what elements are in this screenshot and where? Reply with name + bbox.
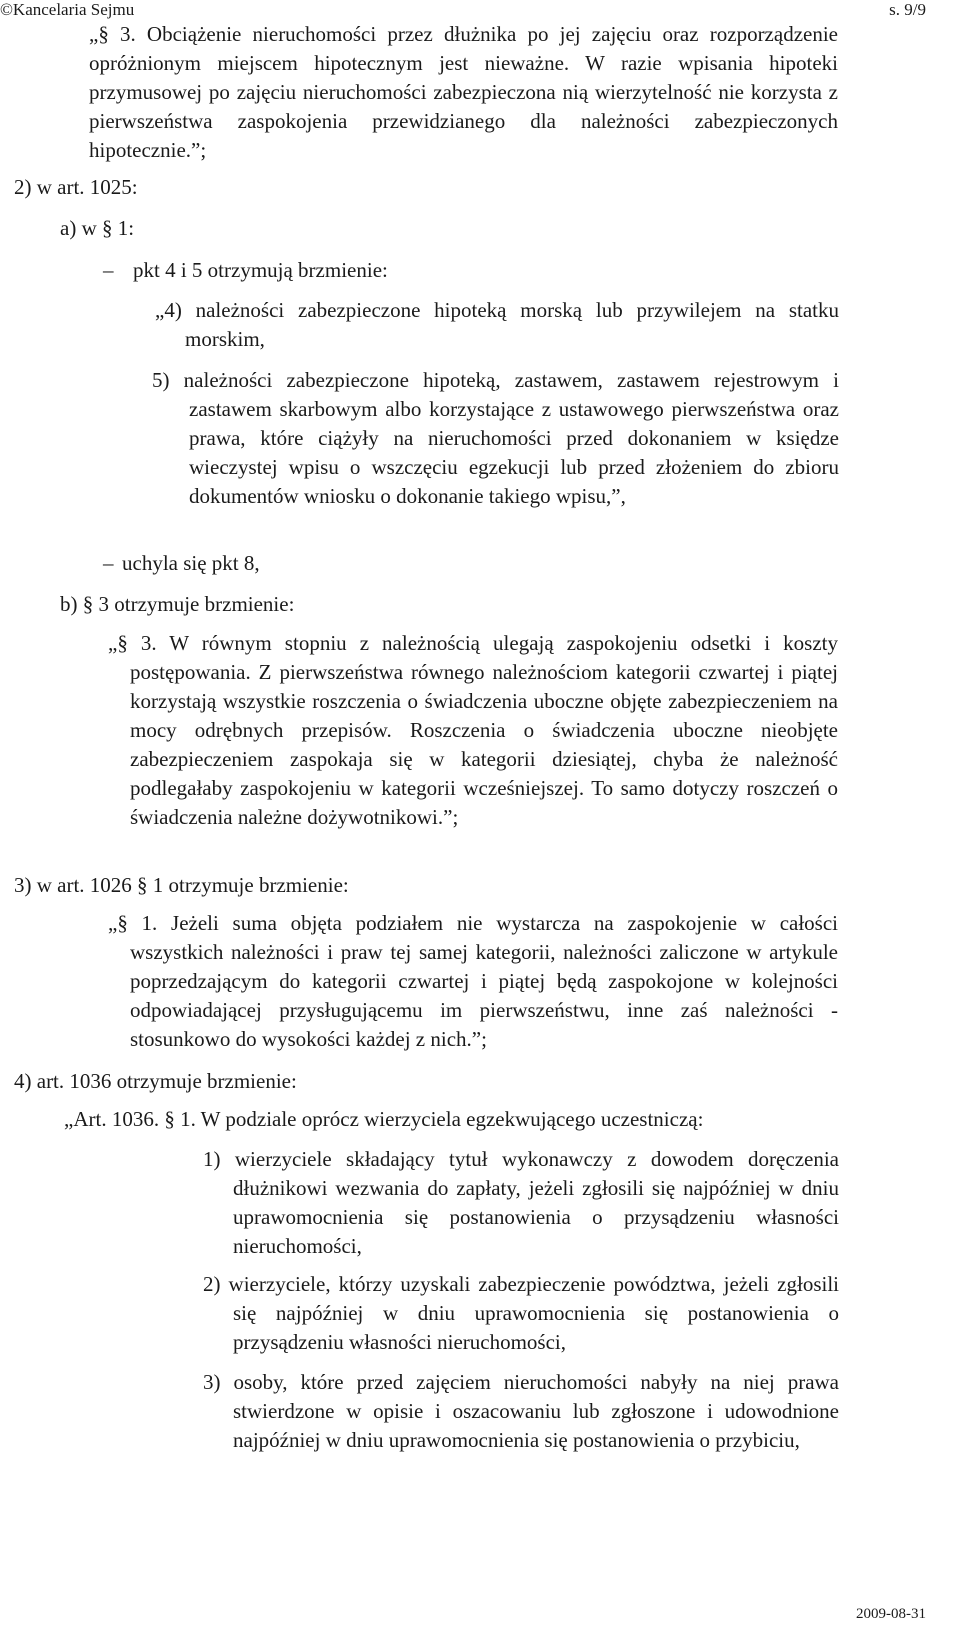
paragraph-par3-1025: „§ 3. W równym stopniu z należnością ulegają zaspokojeniu odsetki i koszty postępowania. Z pierwszeństwa równego należnościom kategorii czwartej i piątej korzystają wszystkie roszczenia o świadczenia uboczne objęte zabezpieczeniem na mocy odrębnych przepisów. Roszczenia o świadczenia uboczne nieobjęte zabezpieczeniem zaspokaja się w kategorii dziesiątej, chyba że należność podlegałaby zaspokojeniu w kategorii wcześniejszej. To samo dotyczy roszczeń o świadczenia należne dożywotnikowi.”; (108, 631, 838, 829)
footer-date: 2009-08-31 (856, 1606, 926, 1622)
paragraph-par3-1024: „§ 3. Obciążenie nieruchomości przez dłużnika po jej zajęciu oraz rozporządzenie opróżnionym miejscem hipotecznym jest nieważne. W razie wpisania hipoteki przymusowej po zajęciu nieruchomości zabezpieczona nią wierzytelność nie korzysta z pierwszeństwa zaspokojenia przewidzianego dla należności zabezpieczonych hipotecznie.”; (89, 22, 838, 162)
paragraph-art-1026: „§ 1. Jeżeli suma objęta podziałem nie wystarcza na zaspokojenie w całości wszystkich należności i praw tej samej kategorii, należności zaliczone w artykule poprzedzającym do kategorii czwartej i piątej będą zaspokojone w kolejności odpowiadającej przysługującemu im pierwszeństwu, inne zaś należności - stosunkowo do wysokości każdej z nich.”; (108, 911, 838, 1051)
dash-item-pkt-8: uchyla się pkt 8, (122, 551, 260, 575)
item-3: 3) w art. 1026 § 1 otrzymuje brzmienie: (14, 873, 349, 897)
item-4: 4) art. 1036 otrzymuje brzmienie: (14, 1069, 297, 1093)
header-copyright: ©Kancelaria Sejmu (0, 0, 135, 19)
sub-item-2: 2) wierzyciele, którzy uzyskali zabezpieczenie powództwa, jeżeli zgłosili się najpóźniej w dniu uprawomocnienia się postanowienia o przysądzeniu własności nieruchomości, (203, 1272, 839, 1354)
item-2a: a) w § 1: (60, 216, 135, 240)
dash-marker: – (103, 258, 114, 282)
paragraph-art-1036: „Art. 1036. § 1. W podziale oprócz wierzyciela egzekwującego uczestniczą: (64, 1107, 704, 1131)
dash-marker: – (103, 551, 114, 575)
paragraph-pkt-5: 5) należności zabezpieczone hipoteką, zastawem, zastawem rejestrowym i zastawem skarbowym albo korzystające z ustawowego pierwszeństwa oraz prawa, które ciążyły na nieruchomości przed dokonaniem w księdze wieczystej wpisu o wszczęciu egzekucji lub przed złożeniem do zbioru dokumentów wniosku o dokonanie takiego wpisu,”, (152, 368, 839, 508)
item-2: 2) w art. 1025: (14, 175, 138, 199)
sub-item-1: 1) wierzyciele składający tytuł wykonawczy z dowodem doręczenia dłużnikowi wezwania do zapłaty, jeżeli zgłosili się najpóźniej w dniu uprawomocnienia się postanowienia o przysądzeniu własności nieruchomości, (203, 1147, 839, 1258)
item-2b: b) § 3 otrzymuje brzmienie: (60, 592, 295, 616)
paragraph-pkt-4: „4) należności zabezpieczone hipoteką morską lub przywilejem na statku morskim, (155, 298, 839, 351)
header-page-number: s. 9/9 (889, 0, 926, 19)
dash-item-pkt-4-5: pkt 4 i 5 otrzymują brzmienie: (133, 258, 388, 282)
sub-item-3: 3) osoby, które przed zajęciem nieruchomości nabyły na niej prawa stwierdzone w opisie i oszacowaniu lub zgłoszone i udowodnione najpóźniej w dniu uprawomocnienia się postanowienia o przybiciu, (203, 1370, 839, 1452)
